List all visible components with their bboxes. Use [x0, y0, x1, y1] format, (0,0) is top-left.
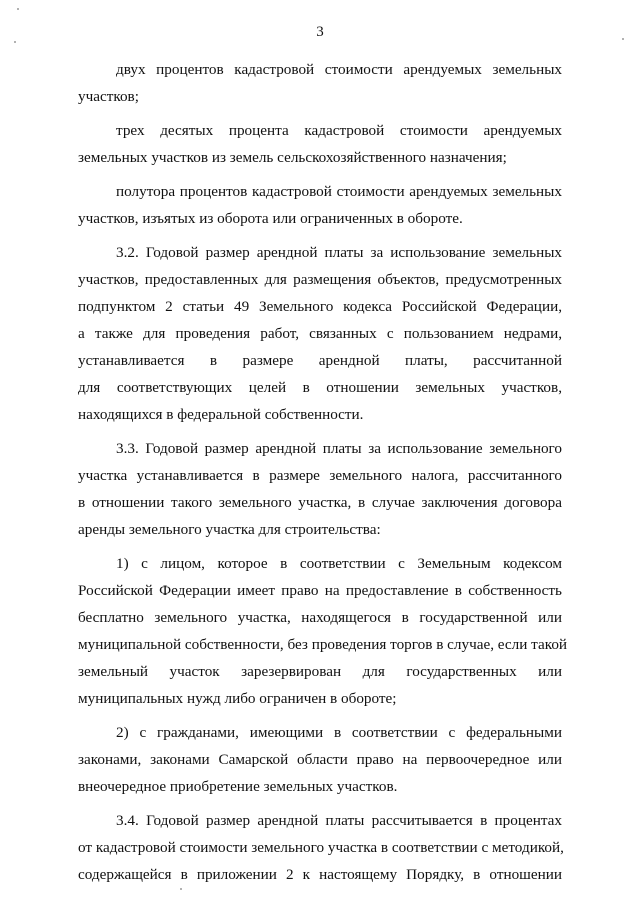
paragraph-one-and-half — [78, 178, 562, 232]
text-line: двух процентов кадастровой стоимости арендуемых земельных — [116, 61, 562, 78]
text-line: находящихся в федеральной собственности. — [78, 406, 364, 423]
page-number: 3 — [316, 24, 324, 40]
text-line: 1) с лицом, которое в соответствии с Земельным кодексом — [116, 555, 562, 572]
text-line: муниципальной собственности, без проведения торгов в случае, если такой — [78, 636, 568, 653]
scan-speck — [14, 41, 16, 43]
text-line: для соответствующих целей в отношении земельных участков, — [78, 379, 562, 396]
text-line: в отношении такого земельного участка, в случае заключения договора — [78, 494, 562, 511]
text-line: содержащейся в приложении 2 к настоящему Порядку, в отношении — [78, 866, 562, 883]
paragraph-3-2 — [78, 239, 562, 428]
text-line: участков; — [78, 88, 139, 105]
paragraph-3-4 — [78, 807, 562, 888]
paragraph-two-percent — [78, 56, 562, 110]
text-line: участков, изъятых из оборота или ограниченных в обороте. — [78, 210, 463, 227]
text-line: 3.2. Годовой размер арендной платы за использование земельных — [116, 244, 562, 261]
text-line: трех десятых процента кадастровой стоимости арендуемых — [116, 122, 562, 139]
text-line: бесплатно земельного участка, находящегося в государственной или — [78, 609, 562, 626]
text-line: 3.4. Годовой размер арендной платы рассчитывается в процентах — [116, 812, 562, 829]
text-line: 2) с гражданами, имеющими в соответствии с федеральными — [116, 724, 562, 741]
scan-speck — [17, 8, 19, 10]
text-line: а также для проведения работ, связанных с пользованием недрами, — [78, 325, 562, 342]
text-line: устанавливается в размере арендной платы, рассчитанной — [78, 352, 562, 369]
paragraph-item-1 — [78, 550, 568, 712]
scan-speck — [180, 888, 182, 890]
text-line: подпунктом 2 статьи 49 Земельного кодекса Российской Федерации, — [78, 298, 562, 315]
text-line: 3.3. Годовой размер арендной платы за использование земельного — [116, 440, 562, 457]
text-line: от кадастровой стоимости земельного участка в соответствии с методикой, — [78, 839, 564, 856]
text-line: внеочередное приобретение земельных участков. — [78, 778, 398, 795]
text-line: земельных участков из земель сельскохозяйственного назначения; — [78, 149, 507, 166]
paragraph-item-2 — [78, 719, 562, 800]
text-line: аренды земельного участка для строительства: — [78, 521, 381, 538]
text-line: участка устанавливается в размере земельного налога, рассчитанного — [78, 467, 562, 484]
text-line: муниципальных нужд либо ограничен в обороте; — [78, 690, 397, 707]
text-line: законами, законами Самарской области право на первоочередное или — [78, 751, 562, 768]
text-line: земельный участок зарезервирован для государственных или — [78, 663, 562, 680]
paragraph-three-tenths — [78, 117, 562, 171]
text-line: полутора процентов кадастровой стоимости арендуемых земельных — [116, 183, 562, 200]
document-body — [78, 56, 568, 888]
paragraph-3-3 — [78, 435, 562, 543]
text-line: участков, предоставленных для размещения объектов, предусмотренных — [78, 271, 562, 288]
text-line: Российской Федерации имеет право на предоставление в собственность — [78, 582, 562, 599]
